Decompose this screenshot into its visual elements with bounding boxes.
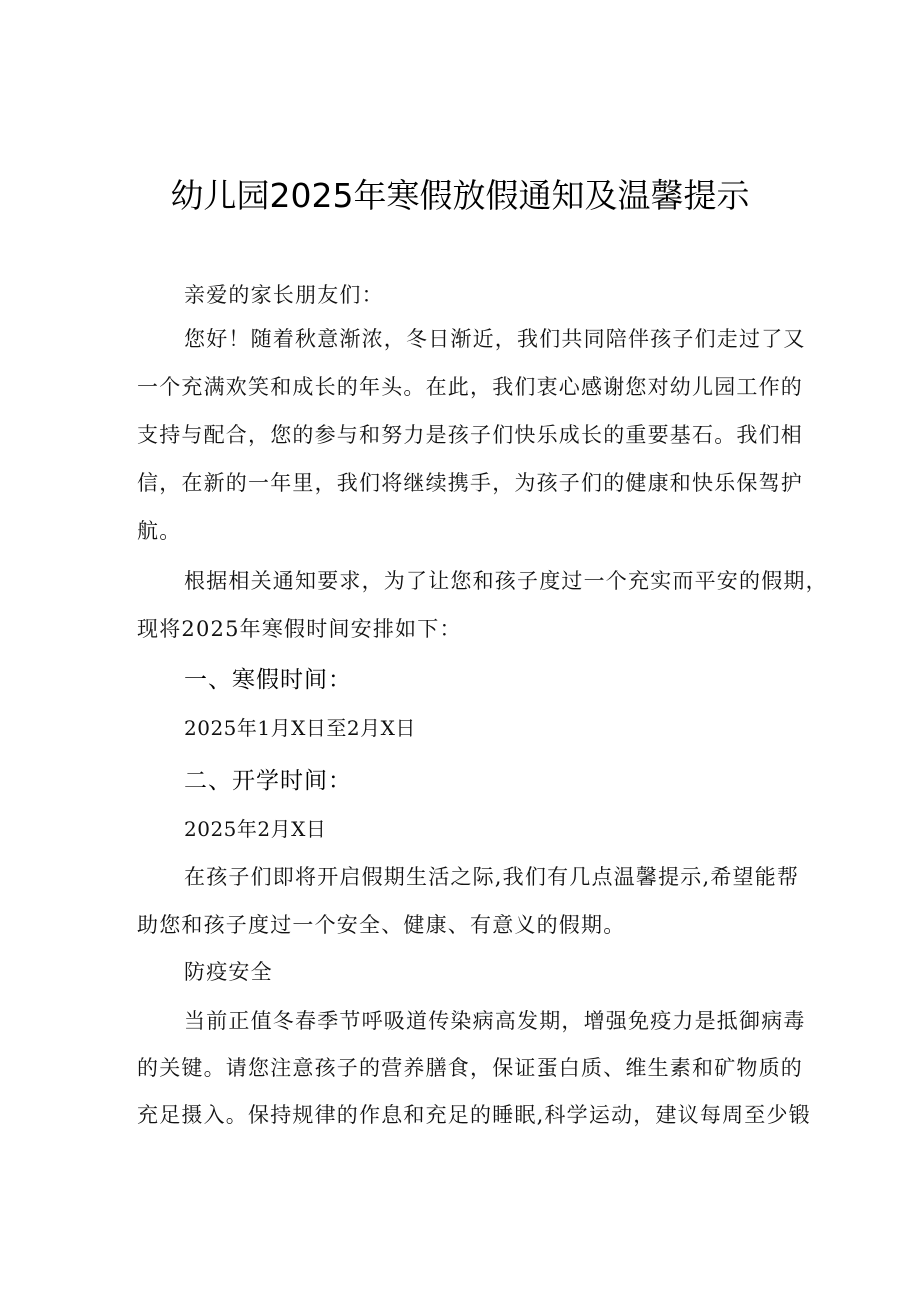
section-heading-winter-break: 一、寒假时间： [184,667,352,693]
paragraph-line: 一个充满欢笑和成长的年头。在此，我们衷心感谢您对幼儿园工作的 [137,375,803,399]
section-heading-school-start: 二、开学时间： [184,768,352,794]
document-title: 幼儿园2025年寒假放假通知及温馨提示 [170,176,750,215]
paragraph-line: 助您和孩子度过一个安全、健康、有意义的假期。 [137,913,626,937]
paragraph-line: 充足摄入。保持规律的作息和充足的睡眠,科学运动，建议每周至少锻 [137,1103,811,1127]
paragraph-line: 在孩子们即将开启假期生活之际,我们有几点温馨提示,希望能帮 [184,865,800,889]
paragraph-line: 支持与配合，您的参与和努力是孩子们快乐成长的重要基石。我们相 [137,423,803,447]
paragraph-line: 航。 [137,519,182,543]
paragraph-line: 信，在新的一年里，我们将继续携手，为孩子们的健康和快乐保驾护 [137,471,803,495]
winter-break-dates: 2025年1月X日至2月X日 [184,716,416,740]
paragraph-line: 您好！随着秋意渐浓，冬日渐近，我们共同陪伴孩子们走过了又 [184,327,806,351]
paragraph-line: 的关键。请您注意孩子的营养膳食，保证蛋白质、维生素和矿物质的 [137,1056,803,1080]
paragraph-line: 当前正值冬春季节呼吸道传染病高发期，增强免疫力是抵御病毒 [184,1009,806,1033]
school-start-date: 2025年2月X日 [184,817,327,841]
paragraph-line: 现将2025年寒假时间安排如下： [137,617,462,641]
subheading-epidemic-safety: 防疫安全 [184,960,273,984]
paragraph-line: 根据相关通知要求，为了让您和孩子度过一个充实而平安的假期， [184,569,828,593]
greeting-text: 亲爱的家长朋友们： [184,283,384,307]
